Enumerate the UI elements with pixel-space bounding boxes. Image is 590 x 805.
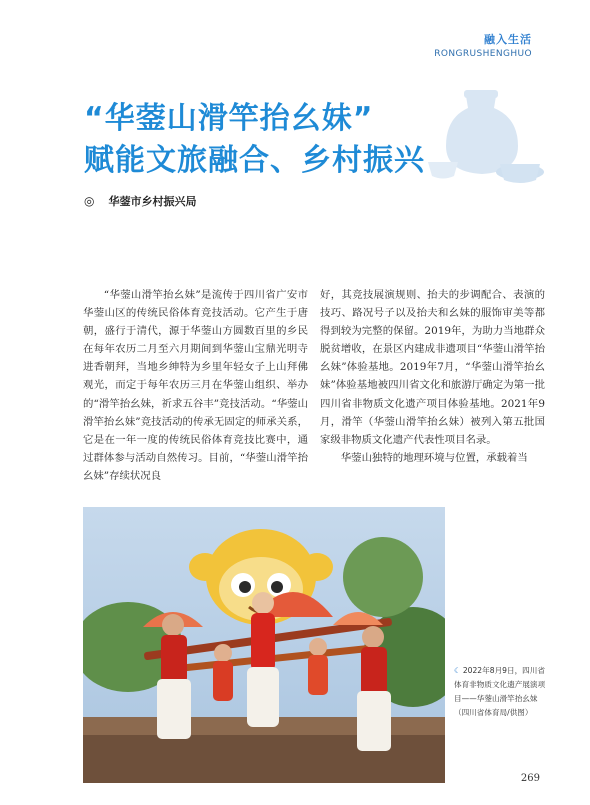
paragraph: 好，其竞技展演规则、抬夫的步调配合、表演的技巧、路况号子以及抬夫和幺妹的服饰审美等都得到较为完整的保留。2019年，为助力当地群众脱贫增收，在景区内建成非遗项目“华蓥山滑竿抬幺妹”体验基地。2019年7月，“华蓥山滑竿抬幺妹”体验基地被四川省文化和旅游厅确定为第一批四川省非物质文化遗产项目体验基地。2021年9月，滑竿（华蓥山滑竿抬幺妹）被列入第五批国家级非物质文化遗产代表性项目名录。 <box>320 289 545 446</box>
photo-caption <box>454 664 550 720</box>
photo-illustration <box>83 507 445 783</box>
article-title <box>84 98 444 182</box>
section-label <box>434 31 532 59</box>
title-line-2: 赋能文旅融合、乡村振兴 <box>84 143 425 178</box>
paragraph: 华蓥山独特的地理环境与位置，承载着当 <box>340 451 528 464</box>
title-line-1: “华蓥山滑竿抬幺妹” <box>84 101 374 136</box>
text-column-right <box>320 286 545 467</box>
text-column-left <box>83 286 308 485</box>
paragraph: “华蓥山滑竿抬幺妹”是流传于四川省广安市华蓥山区的传统民俗体育竞技活动。它产生于唐朝，盛行于清代，源于华蓥山方圆数百里的乡民在每年农历二月至六月期间到华蓥山宝鼎光明寺进香朝拜，当地乡绅特为乡里年轻女子上山拜佛观光，而定于每年农历三月在华蓥山组织、举办的“滑竿抬幺妹，祈求五谷丰”竞技活动。“华蓥山滑竿抬幺妹”竞技活动的传承无固定的师承关系，它是在一年一度的传统民俗体育竞技比赛中，通过群体参与活动自然传习。目前，“华蓥山滑竿抬幺妹”存续状况良 <box>83 289 308 482</box>
page-number: 269 <box>520 773 540 784</box>
byline <box>84 193 196 209</box>
byline-mark: ◎ <box>84 194 95 208</box>
section-label-en: RONGRUSHENGHUO <box>434 49 532 59</box>
author-name: 华蓥市乡村振兴局 <box>108 195 197 208</box>
performance-photo <box>83 507 445 783</box>
caption-moon-icon: ☾ <box>454 666 461 675</box>
section-label-zh: 融入生活 <box>484 33 532 46</box>
caption-text: 2022年8月9日，四川省体育非物质文化遗产展演项目——华蓥山滑竿抬幺妹（四川省体育局/供图） <box>454 666 546 717</box>
